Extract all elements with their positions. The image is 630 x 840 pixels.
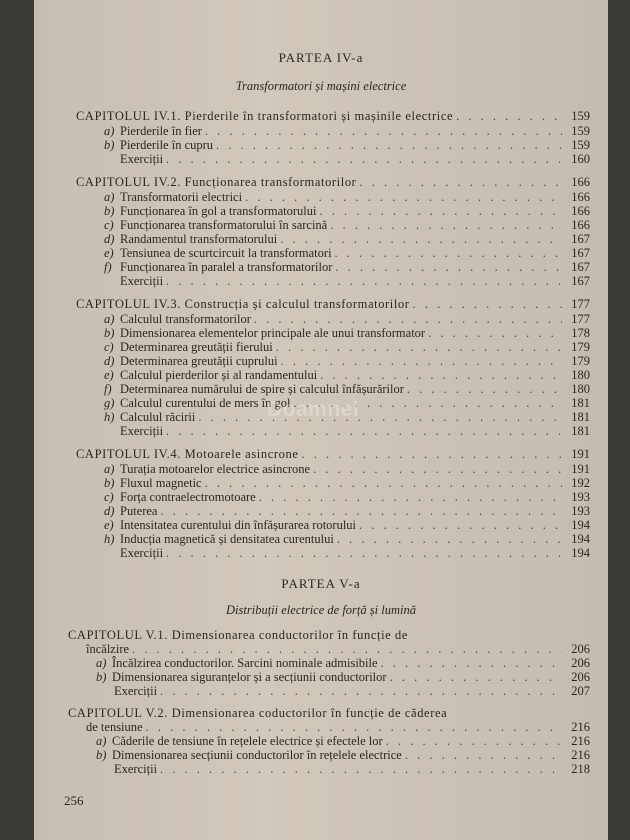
item-text: Funcționarea în gol a transformatorului [120, 204, 317, 218]
item-letter: g) [104, 396, 115, 410]
item-text: Funcționarea transformatorului în sarcină [120, 218, 328, 232]
toc-item-row [104, 219, 590, 232]
part-title: PARTEA IV-a [278, 50, 364, 65]
item-letter: b) [104, 138, 115, 152]
page-number: 206 [571, 642, 590, 656]
item-letter: c) [104, 218, 114, 232]
item-text: Pierderile în cupru [120, 138, 214, 152]
chapter-heading-cont: de tensiune [86, 720, 143, 734]
item-letter: d) [104, 504, 115, 518]
item-text: Încălzirea conductorilor. Sarcini nominale admisibile [112, 656, 378, 670]
toc-item-row [96, 657, 590, 670]
page-number: 180 [571, 368, 590, 382]
toc-item-row [96, 735, 590, 748]
item-letter: f) [104, 260, 112, 274]
toc-item-row [104, 205, 590, 218]
part-subtitle: Transformatori și mașini electrice [235, 79, 407, 93]
page-number: 191 [571, 447, 590, 461]
page-number: 160 [571, 152, 590, 166]
item-text: Transformatorii electrici [120, 190, 243, 204]
item-text: Pierderile în fier [120, 124, 202, 138]
item-letter: e) [104, 368, 114, 382]
page-number: 167 [571, 246, 590, 260]
item-letter: c) [104, 340, 114, 354]
toc-chapter-row-cont [86, 721, 590, 734]
toc-item-row [104, 313, 590, 326]
chapter-heading: CAPITOLUL IV.1. Pierderile în transformatori și mașinile electrice [76, 109, 454, 123]
item-letter: a) [104, 190, 115, 204]
page-number: 166 [571, 218, 590, 232]
chapter-heading: CAPITOLUL V.2. Dimensionarea coductorilor în funcție de căderea [68, 706, 448, 720]
toc-item-row [104, 261, 590, 274]
page-number: 181 [571, 396, 590, 410]
item-letter: d) [104, 232, 115, 246]
item-text: Calculul răcirii [120, 410, 196, 424]
chapter-heading: CAPITOLUL IV.3. Construcția și calculul transformatorilor [76, 297, 410, 311]
page-number: 180 [571, 382, 590, 396]
item-letter: b) [96, 670, 107, 684]
item-text: Exerciții [120, 424, 164, 438]
toc-item-row [114, 763, 590, 776]
toc-item-row [104, 477, 590, 490]
toc-item-row [104, 355, 590, 368]
item-text: Dimensionarea secțiunii conductorilor în rețelele electrice [112, 748, 402, 762]
toc-item-row [96, 749, 590, 762]
page-number: 181 [571, 410, 590, 424]
item-letter: a) [96, 734, 107, 748]
page-number: 192 [571, 476, 590, 490]
item-text: Determinarea greutății fierului [120, 340, 273, 354]
item-letter: f) [104, 382, 112, 396]
page-number: 179 [571, 354, 590, 368]
item-text: Funcționarea în paralel a transformatorilor [120, 260, 333, 274]
item-text: Calculul pierderilor și al randamentului [120, 368, 318, 382]
page-number: 193 [571, 490, 590, 504]
page-number: 206 [571, 656, 590, 670]
toc-item-row [104, 247, 590, 260]
page-number: 216 [571, 748, 590, 762]
item-text: Calculul transformatorilor [120, 312, 251, 326]
toc-item-row [104, 233, 590, 246]
toc-chapter-row [76, 110, 590, 123]
chapter-heading: CAPITOLUL IV.2. Funcționarea transformatorilor [76, 175, 357, 189]
page-folio: 256 [64, 793, 84, 808]
page-number: 167 [571, 232, 590, 246]
page-number: 166 [571, 190, 590, 204]
item-text: Randamentul transformatorului [120, 232, 278, 246]
item-letter: e) [104, 246, 114, 260]
page-number: 181 [571, 424, 590, 438]
toc-item-row [104, 505, 590, 518]
toc-item-row [104, 341, 590, 354]
page-number: 194 [571, 532, 590, 546]
toc-item-row [104, 125, 590, 138]
page-number: 159 [571, 109, 590, 123]
item-letter: a) [96, 656, 107, 670]
page-number: 167 [571, 260, 590, 274]
toc-chapter-row [76, 176, 590, 189]
toc-item-row [104, 139, 590, 152]
toc-item-row [104, 369, 590, 382]
item-text: Intensitatea curentului din înfășurarea rotorului [120, 518, 357, 532]
item-text: Calculul curentului de mers în gol [120, 396, 291, 410]
item-letter: a) [104, 124, 115, 138]
toc-chapter-row [76, 298, 590, 311]
chapter-heading-cont: încălzire [86, 642, 130, 656]
page-number: 216 [571, 734, 590, 748]
item-text: Căderile de tensiune în rețelele electrice și efectele lor [112, 734, 383, 748]
item-text: Turația motoarelor electrice asincrone [120, 462, 311, 476]
toc-chapter-row [76, 448, 590, 461]
page-number: 166 [571, 204, 590, 218]
item-letter: b) [104, 476, 115, 490]
chapter-heading: CAPITOLUL IV.4. Motoarele asincrone [76, 447, 299, 461]
item-letter: b) [104, 204, 115, 218]
item-letter: h) [104, 532, 115, 546]
toc-item-row [120, 275, 590, 288]
item-text: Fluxul magnetic [120, 476, 202, 490]
toc-item-row [120, 153, 590, 166]
page-number: 207 [571, 684, 590, 698]
page-number: 178 [571, 326, 590, 340]
toc-item-row [104, 533, 590, 546]
item-text: Exerciții [120, 274, 164, 288]
toc-item-row [104, 383, 590, 396]
item-text: Determinarea greutății cuprului [120, 354, 278, 368]
page-number: 159 [571, 124, 590, 138]
item-letter: d) [104, 354, 115, 368]
item-letter: a) [104, 312, 115, 326]
page-number: 193 [571, 504, 590, 518]
page-number: 179 [571, 340, 590, 354]
chapter-heading: CAPITOLUL V.1. Dimensionarea conductorilor în funcție de [68, 628, 409, 642]
toc-chapter-row [68, 629, 590, 642]
page-number: 166 [571, 175, 590, 189]
toc-item-row [120, 547, 590, 560]
item-letter: b) [104, 326, 115, 340]
item-text: Dimensionarea elementelor principale ale unui transformator [120, 326, 426, 340]
page-number: 191 [571, 462, 590, 476]
item-letter: h) [104, 410, 115, 424]
item-text: Determinarea numărului de spire și calculul înfășurărilor [120, 382, 404, 396]
page-number: 177 [571, 297, 590, 311]
page-number: 167 [571, 274, 590, 288]
page-number: 194 [571, 518, 590, 532]
page-number: 194 [571, 546, 590, 560]
item-letter: e) [104, 518, 114, 532]
item-text: Exerciții [120, 152, 164, 166]
toc-item-row [104, 327, 590, 340]
toc-item-row [104, 519, 590, 532]
page-number: 206 [571, 670, 590, 684]
book-page [34, 0, 608, 840]
part-title: PARTEA V-a [281, 576, 361, 591]
item-text: Forța contraelectromotoare [120, 490, 256, 504]
toc-item-row [104, 191, 590, 204]
item-text: Tensiunea de scurtcircuit la transformatori [120, 246, 332, 260]
toc-item-row [114, 685, 590, 698]
item-letter: b) [96, 748, 107, 762]
toc-item-row [96, 671, 590, 684]
watermark-logo: Doamnei [267, 398, 360, 421]
item-text: Exerciții [114, 684, 158, 698]
item-letter: a) [104, 462, 115, 476]
page-number: 218 [571, 762, 590, 776]
item-text: Puterea [120, 504, 158, 518]
toc-item-row [104, 491, 590, 504]
item-text: Dimensionarea siguranțelor și a secțiunii conductorilor [112, 670, 387, 684]
item-letter: c) [104, 490, 114, 504]
page-number: 159 [571, 138, 590, 152]
toc-item-row [104, 463, 590, 476]
item-text: Exerciții [114, 762, 158, 776]
page-number: 216 [571, 720, 590, 734]
page-number: 177 [571, 312, 590, 326]
toc-chapter-row [68, 707, 590, 720]
toc-chapter-row-cont [86, 643, 590, 656]
item-text: Inducția magnetică și densitatea curentului [120, 532, 334, 546]
item-text: Exerciții [120, 546, 164, 560]
part-subtitle: Distribuții electrice de forță și lumină [226, 603, 416, 617]
